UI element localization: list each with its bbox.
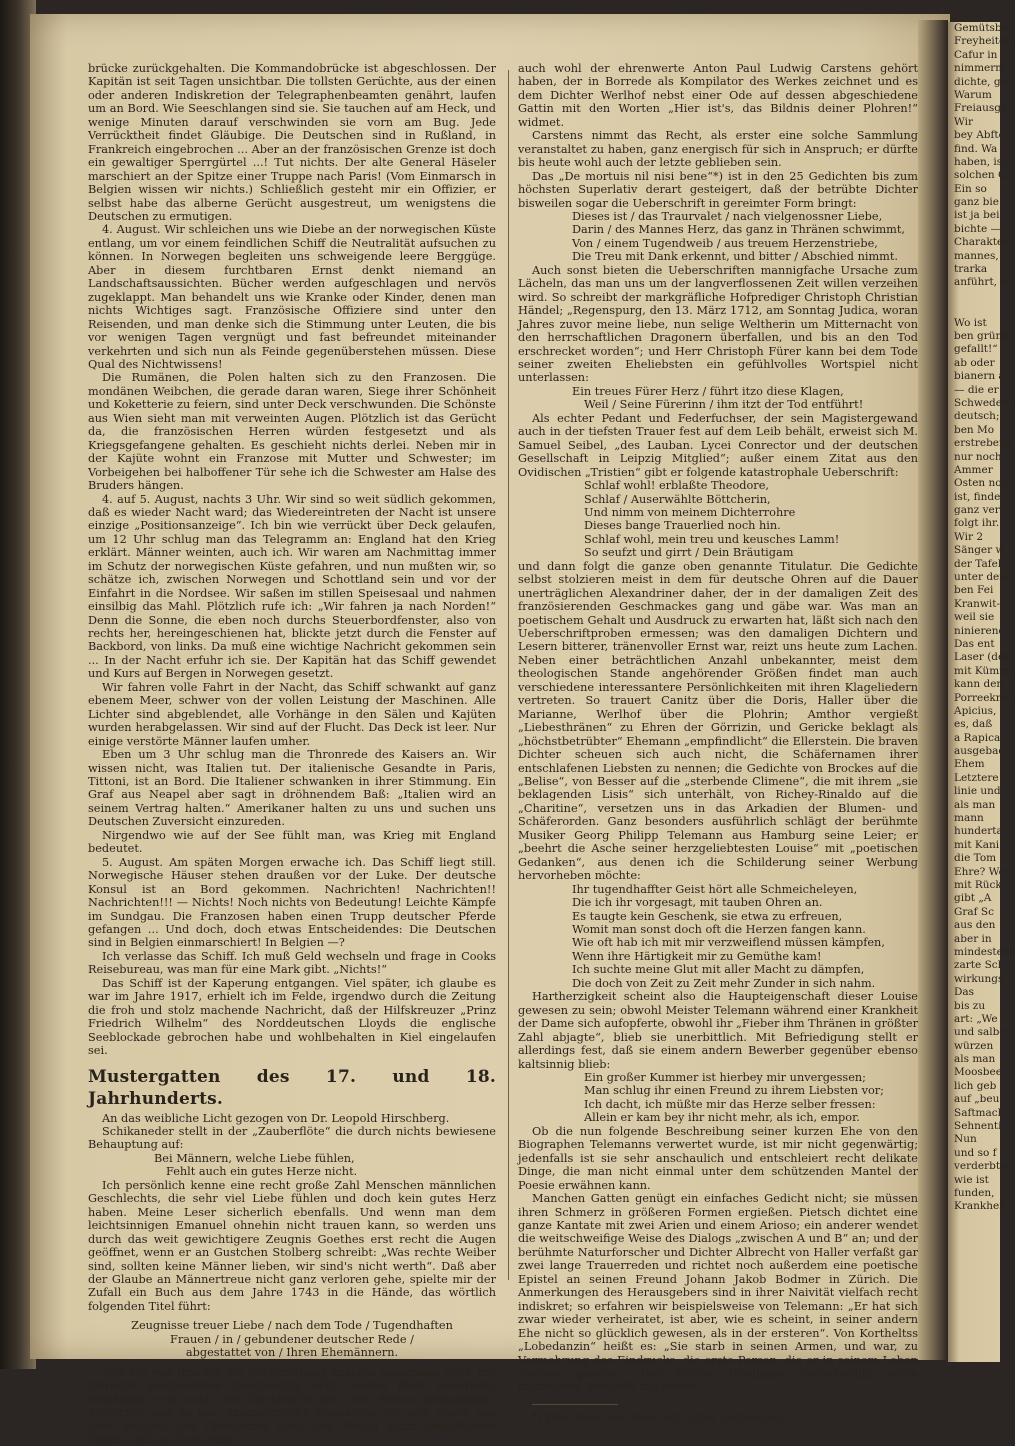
verse-line: Bei Männern, welche Liebe fühlen, bbox=[154, 1151, 355, 1165]
adjacent-page-line: linie und bbox=[954, 785, 1001, 798]
paragraph: Wir fahren volle Fahrt in der Nacht, das Schiff schwankt auf ganz ebenem Meer, schwer von der vollen Leistung der Maschinen. Alle Lichter sind abgeblendet, alle Vorhänge in den Sälen und Kajüten wurden herabgelassen. Wir sind auf der Flucht. Das Deck ist leer. Nur einige verstörte Männer laufen umher. bbox=[88, 680, 496, 748]
adjacent-page-line: Moosbee bbox=[954, 1066, 1002, 1079]
adjacent-page-line: Das bbox=[954, 986, 975, 999]
verse-line: Ich dacht, ich müßte mir das Herze selber fressen: bbox=[584, 1097, 876, 1111]
adjacent-page-line: Letztere bbox=[954, 771, 999, 784]
adjacent-page-line: trarka bbox=[954, 263, 988, 276]
paragraph: Manchen Gatten genügt ein einfaches Gedicht nicht; sie müssen ihren Schmerz in größeren Formen ergießen. Pietsch dichtet eine ganze Kantate mit zwei Arien und einem Arioso; ein anderer wendet die weitschweifige Weise des Dialogs „zwischen A und B“ an; und der berühmte Naturforscher und Dichter Albrecht von Haller verfaßt gar zwei lange Trauerreden und richtet noch außerdem eine poetische Epistel an seinen Freund Johann Jakob Bodmer in Zürich. Die Anmerkungen des Herausgebers sind in ihrer Naivität vielfach recht indiskret; so erfahren wir beispielsweise von Telemann: „Er hat sich zwar wieder verheiratet, ist aber, wie es scheint, in seiner andern Ehe nicht so glücklich gewesen, als in der ersteren“. Von Kortheltss „Lobedanzin“ heißt es: „Sie starb in seinen Armen, und war, zu Vermehrung des Eindrucks, die erste Person, die er in seinem Leben sterben gesehn.“ Der Rektor Heidmann entschuldigt seine metrischen Verstöße mit seiner bbox=[518, 1192, 918, 1394]
adjacent-page-line: nur noch bbox=[954, 450, 1002, 463]
paragraph: Das „De mortuis nil nisi bene“*) ist in den 25 Gedichten bis zum höchsten Superlativ derart gesteigert, daß der betrübte Dichter bisweilen sogar die Ueberschrift in gereimter Form bringt: bbox=[518, 169, 918, 210]
adjacent-page-line: auf „beu bbox=[954, 1093, 1000, 1106]
article-heading: Mustergatten des 17. und 18. Jahrhunderts. bbox=[88, 1066, 496, 1109]
adjacent-page-line: Nun bbox=[954, 1133, 977, 1146]
adjacent-page-line: Cafur in bbox=[954, 48, 998, 61]
verse-line: Darin / des Mannes Herz, das ganz in Thränen schwimmt, bbox=[572, 223, 906, 237]
adjacent-page-line: art: „We bbox=[954, 1012, 998, 1025]
book-title-line: Frauen / in / gebundener deutscher Rede / bbox=[170, 1332, 414, 1346]
adjacent-page-line: Charakter bbox=[954, 236, 1009, 249]
adjacent-page-line: ab oder bbox=[954, 356, 995, 369]
article-byline: An das weibliche Licht gezogen von Dr. Leopold Hirschberg. bbox=[102, 1111, 450, 1125]
adjacent-page-line: bianern a bbox=[954, 370, 1005, 383]
adjacent-page-line: und salbe bbox=[954, 1026, 1006, 1039]
adjacent-page-line: Ehre? We bbox=[954, 865, 1005, 878]
paragraph: Die Rumänen, die Polen halten sich zu den Franzosen. Die mondänen Weibchen, die gerade daran waren, Siege ihrer Schönheit und Koketterie zu feiern, sind unter Deck verschwunden. Die Schönste aus Wien sieht man mit verweinten Augen. Plötzlich ist das Gerücht da, die französischen Herren würden festgesetzt und als Kriegsgefangene gehalten. Es geschieht nichts derlei. Neben mir in der Kajüte wohnt ein Franzose mit Mutter und Schwester; im Vorbeigehen bei halboffener Tür sehe ich die Schwester am Halse des Bruders hängen. bbox=[88, 371, 496, 493]
adjacent-page-line: Sehnenti bbox=[954, 1120, 1002, 1133]
verse-line: Und nimm von meinem Dichterrohre bbox=[584, 505, 796, 519]
adjacent-page-line: mannes, bbox=[954, 249, 999, 262]
adjacent-page-line: ist, findet bbox=[954, 490, 1005, 503]
paragraph: auch wohl der ehrenwerte Anton Paul Ludwig Carstens gehört haben, der in Borrede als Kompilator des Werkes zeichnet und es dem Dichter Werlhof nebst einer Ode auf dessen abgeschiedene Gattin mit den Worten „Hier ist's, das Bildnis deiner Plohren!“ widmet. bbox=[518, 62, 918, 129]
adjacent-page-line: deutsch; bbox=[954, 410, 1000, 423]
adjacent-page-line: Warum bbox=[954, 88, 992, 101]
adjacent-page-line: a Rapica bbox=[954, 731, 1001, 744]
page-gutter bbox=[918, 20, 948, 1360]
paragraph: Ich persönlich kenne eine recht große Zahl Menschen männlichen Geschlechts, die sehr viel Liebe fühlen und doch kein gutes Herz haben. Meine Leser sicherlich ebenfalls. Und wenn man dem leichtsinnigen Emanuel ohnehin nicht trauen kann, so werden uns durch das weit gewichtigere Zeugnis Goethes erst recht die Augen geöffnet, wenn er an Gustchen Stolberg schreibt: „Was rechte Weiber sind, sollten keine Männer lieben, wir sind's nicht werth“. Daß aber der Glaube an Männertreue nicht ganz verloren gehe, spielte mir der Zufall ein Buch aus dem Jahre 1743 in die Hände, das wörtlich folgenden Titel führt: bbox=[88, 1178, 496, 1313]
adjacent-page-line: kann den bbox=[954, 678, 1004, 691]
article-mustergatten bbox=[88, 1066, 496, 1446]
paragraph: brücke zurückgehalten. Die Kommandobrücke ist abgeschlossen. Der Kapitän ist seit Tagen unsichtbar. Die tollsten Gerüchte, aus der einen oder anderen Indiskretion der Telegraphenbeamten genährt, laufen um an Bord. Wie Seeschlangen sind sie. Sie tauchen auf am Heck, und wenige Minuten darauf verschwinden sie vorn am Bug. Jede Verrücktheit findet Gläubige. Die Deutschen sind in Rußland, in Frankreich eingebrochen ... Aber an der französischen Grenze ist doch ein gewaltiger Sperrgürtel ...! Tut nichts. Der alte General Häseler marschiert an der Spitze einer Truppe nach Paris! (Vom Einmarsch in Belgien wissen wir nichts.) Schließlich gesteht mir ein Offizier, er selbst habe das alberne Gerücht ausgestreut, um wenigstens die Deutschen zu ermutigen. bbox=[88, 62, 496, 223]
verse-line: Die doch von Zeit zu Zeit mehr Zunder in sich nahm. bbox=[572, 976, 876, 990]
adjacent-page-line: haben, ist bbox=[954, 155, 1007, 168]
verse-line: Die Treu mit Dank erkennt, und bitter / Abschied nimmt. bbox=[572, 250, 899, 264]
adjacent-page-line: zarte Sch bbox=[954, 959, 1005, 972]
adjacent-page-line: Osten noc bbox=[954, 477, 1008, 490]
adjacent-page-line: Porreekne bbox=[954, 691, 1009, 704]
adjacent-page-line: wie ist bbox=[954, 1173, 989, 1186]
adjacent-page-line: bey Abfte bbox=[954, 129, 1005, 142]
adjacent-page-line: anführt, d bbox=[954, 276, 1008, 289]
book-title-line: Zeugnisse treuer Liebe / nach dem Tode / Tugendhaften bbox=[131, 1319, 453, 1333]
paragraph: Auch sonst bieten die Ueberschriften mannigfache Ursache zum Lächeln, das man uns um der langverflossenen Zeit willen verzeihen wird. So schreibt der markgräfliche Hofprediger Christoph Christian Händel; „Regenspurg, den 13. März 1712, am Sonntag Judica, woran Jahres zuvor meine liebe, nun selige Weltherin um Mitternacht von den herrschaftlichen Dragonern überfallen, und bis an den Tod erschrecket worden“; und Herr Christoph Fürer kann bei dem Tode seiner zweiten Eheliebsten ein gefühlvolles Wortspiel nicht unterlassen: bbox=[518, 263, 918, 385]
adjacent-page-line: Ein so bbox=[954, 182, 987, 195]
adjacent-page-line: — die er bbox=[954, 383, 999, 396]
adjacent-page-line: als man bbox=[954, 798, 996, 811]
adjacent-page-line: solchen G bbox=[954, 169, 1007, 182]
paragraph: Ich verlasse das Schiff. Ich muß Geld wechseln und frage in Cooks Reisebureau, was man für eine Mark gibt. „Nichts!“ bbox=[88, 949, 496, 977]
adjacent-page-line: Apicius, bbox=[954, 704, 997, 717]
verse-line: Schlaf wohl, mein treu und keusches Lamm! bbox=[584, 532, 840, 546]
adjacent-page-line: folgt ihr. bbox=[954, 517, 1000, 530]
adjacent-page-line: hunderta bbox=[954, 825, 1003, 838]
adjacent-page-line: dichte, gö bbox=[954, 75, 1007, 88]
column-rule bbox=[508, 70, 509, 1280]
adjacent-page-line: weil sie bbox=[954, 611, 995, 624]
adjacent-page-line bbox=[948, 290, 1000, 303]
adjacent-page-line: Graf Sc bbox=[954, 905, 994, 918]
paragraph: und dann folgt die ganze oben genannte Titulatur. Die Gedichte selbst stolzieren meist in dem für deutsche Ohren auf die Dauer unerträglichen Alexandriner daher, der in der damaligen Zeit des französierenden Geschmackes gang und gäbe war. Was man an poetischem Gehalt und Ausdruck zu erwarten hat, läßt sich nach den Ueberschriftproben ermessen; was den damaligen Dichtern und Lesern bitterer, tränenvoller Ernst war, reizt uns heute zum Lachen. Neben einer beträchtlichen Anzahl unbekannter, meist dem theologischen Stande angehörender Größen findet man auch verschiedene interessantere Persönlichkeiten mit ihren Klageliedern vertreten. So trauert Canitz über die Doris, Haller über die Marianne, Werlhof über die Plohrin; Amthor vergießt „Liebesthränen“ zu Ehren der Görrizin, und Gericke beklagt als „höchstbetrübter“ Ehemann „empfindlicht“ die Ellerstein. Die braven Dichter scheuen sich auch nicht, die Schäfernamen ihrer entschlafenen Liebsten zu nennen; die Gedichte von Brockes auf die „Belise“, von Besser auf die „sterbende Climene“, die mit ihrem „sie beklagenden Lisis“ sich unterhält, von Richey-Rinaldo auf die „Charitine“, versetzen uns in das Arkadien der Blumen- und Schäferorden. Ganz besonders ausführlich schlägt der berühmte Musiker Georg Philipp Telemann aus Hamburg seine Leier; er „beehrt die Asche seiner herzgeliebtesten Louise“ mit „poetischen Gedanken“, aus denen ich die Schilderung seiner Werbung hervorheben möchte: bbox=[518, 559, 918, 883]
verse-line: Ich suchte meine Glut mit aller Macht zu dämpfen, bbox=[572, 963, 865, 977]
verse-line: Ihr tugendhaffter Geist hört alle Schmeicheleyen, bbox=[572, 882, 858, 896]
adjacent-page-line: ben Mo bbox=[954, 423, 995, 436]
adjacent-page-line: ganz bie bbox=[954, 196, 999, 209]
adjacent-page-line: Sänger w bbox=[954, 544, 1005, 557]
verse-line: Ein treues Fürer Herz / führt itzo diese Klagen, bbox=[572, 384, 844, 398]
adjacent-page-line: Schweden bbox=[954, 396, 1009, 409]
verse-line: Allein er kam bey ihr nicht mehr, als ich, empor. bbox=[584, 1111, 860, 1125]
right-column bbox=[518, 62, 919, 1424]
adjacent-page-line: würzen bbox=[954, 1039, 994, 1052]
adjacent-page-line: wirkungs bbox=[954, 972, 1004, 985]
adjacent-page-line: und so f bbox=[954, 1146, 997, 1159]
adjacent-page-line: Wir bbox=[954, 115, 973, 128]
verse-line: Es taugte kein Geschenk, sie etwa zu erfreuen, bbox=[572, 909, 843, 923]
verse-line: So seufzt und girrt / Dein Bräutigam bbox=[584, 546, 794, 560]
footnote-rule bbox=[532, 1404, 618, 1405]
adjacent-page-line: funden, bbox=[954, 1186, 995, 1199]
adjacent-page-line: bichte — bbox=[954, 222, 1001, 235]
adjacent-page-line: es, daß bbox=[954, 718, 993, 731]
verse-line: Man schlug ihr einen Freund zu ihrem Liebsten vor; bbox=[584, 1084, 884, 1098]
paragraph: 4. auf 5. August, nachts 3 Uhr. Wir sind so weit südlich gekommen, daß es wieder Nacht ward; das Wiedereintreten der Nacht ist unsere einzige „Positionsanzeige“. Ich bin wie verrückt über Deck gelaufen, um 12 Uhr schlug man das Telegramm an: England hat den Krieg erklärt. Männer weinten, auch ich. Wir waren am Nachmittag immer im Schutz der norwegischen Küste gefahren, und nun mußten wir, so schätze ich, zwischen Norwegen und Schottland sein und vor der Einfahrt in die Nordsee. Wir saßen im stillen Speisesaal und nahmen einsilbig das Mahl. Plötzlich rufe ich: „Wir fahren ja nach Norden!“ Denn die Sonne, die eben noch durchs Steuerbordfenster, also von rechts her, hereingeschienen hat, blickte jetzt durch die Fenster auf Backbord, von links. Da muß eine wichtige Nachricht gekommen sein ... In der Nacht erfuhr ich sie. Der Kapitän hat das Schiff gewendet und Kurs auf Bergen in Norwegen gesetzt. bbox=[88, 492, 496, 681]
paragraph: Nirgendwo wie auf der See fühlt man, was Krieg mit England bedeutet. bbox=[88, 828, 496, 856]
verse-line: Von / einem Tugendweib / aus treuem Herzenstriebe, bbox=[572, 236, 878, 250]
verse-line: Dieses ist / das Traurvalet / nach vielgenossner Liebe, bbox=[572, 209, 883, 223]
paragraph: Schikaneder stellt in der „Zauberflöte“ die durch nichts bewiesene Behauptung auf: bbox=[88, 1124, 496, 1152]
adjacent-page-line: ben grüne bbox=[954, 329, 1009, 342]
verse-line: Dieses bange Trauerlied noch hin. bbox=[584, 519, 781, 533]
adjacent-page-line: mit Rück bbox=[954, 879, 1002, 891]
adjacent-page-line: mit Kani bbox=[954, 838, 1000, 851]
paragraph: Das Schiff ist der Kaperung entgangen. Viel später, ich glaube es war im Jahre 1917, erhielt ich im Felde, irgendwo durch die Zeitung die froh und stolz machende Nachricht, daß der Hilfskreuzer „Prinz Friedrich Wilhelm“ des Norddeutschen Lloyds die englische Seeblockade gebrochen habe und wohlbehalten in Kiel eingelaufen sei. bbox=[88, 976, 496, 1058]
paragraph: Ob die nun folgende Beschreibung seiner kurzen Ehe von den Biographen Telemanns verwertet wurde, ist mir nicht gegenwärtig; jedenfalls ist sie sehr anschaulich und entschleiert recht delikate Dinge, die man nicht einmal unter dem schützenden Mantel der Poesie erwähnen kann. bbox=[518, 1124, 918, 1192]
adjacent-page-line: mindestens bbox=[954, 945, 1015, 958]
adjacent-page-line: Ehem bbox=[954, 758, 985, 771]
verse-line: Schlaf wohl! erblaßte Theodore, bbox=[584, 479, 769, 493]
adjacent-page-line: gibt „A bbox=[954, 892, 992, 905]
paragraph: Eben um 3 Uhr schlug man die Thronrede des Kaisers an. Wir wissen nicht, was Italien tut. Der italienische Gesandte in Paris, Tittoni, ist an Bord. Die Italiener schwanken in ihrer Stimmung. Ein Graf aus Neapel aber sagt in dröhnendem Baß: „Italien wird an seinem Vertrag halten.“ Amerikaner halten zu uns und suchen uns Deutschen Zuversicht einzureden. bbox=[88, 748, 496, 829]
book-title-line: abgestattet von / Ihren Ehemännern. bbox=[185, 1346, 399, 1360]
verse-line: Ein großer Kummer ist hierbey mir unvergessen; bbox=[584, 1070, 866, 1084]
adjacent-page-line bbox=[948, 303, 1000, 316]
adjacent-page-line: aber in bbox=[954, 932, 992, 945]
adjacent-page-line: Freiausge bbox=[954, 102, 1008, 115]
verse-line: Wenn ihre Härtigkeit mir zu Gemüthe kam! bbox=[572, 949, 822, 963]
adjacent-page-line: ist ja bei bbox=[954, 209, 1000, 222]
paragraph: 4. August. Wir schleichen uns wie Diebe an der norwegischen Küste entlang, um vor einem feindlichen Schiff die Neutralität aufsuchen zu können. In Norwegen begleiten uns schweigende leere Berggüge. Aber in diesem furchtbaren Ernst denkt niemand an Landschaftsaussichten. Bücher werden aufgeschlagen und nervös zugeklappt. Man behandelt uns wie Kranke oder Kinder, denen man nichts Wichtiges sagt. Französische Offiziere sind unter den Reisenden, und man denke sich die Stimmung unter Leuten, die bis vor wenigen Tagen vergnügt und fast befreundet miteinander verkehrten und sich nun als Feinde gegenüberstehen müssen. Diese Qual des Nichtwissens! bbox=[88, 223, 496, 371]
adjacent-page-line: aus den bbox=[954, 919, 996, 932]
paragraph: Was ich von ihm für die Ehrenrettung unseres manchmal doch mit Unrecht geschmähten Geschlechts beim ersten Blick erwartete, bestätigte sich nach der Durchsicht der 300 Seiten vollkommen. Sicherlich gab es also exemplarische Ehegatten, die sich durch das böse Beispiel der Obergötter Zeus und Wotan nicht beeinflussen ließen, und zu ihnen mag bbox=[88, 1365, 496, 1446]
adjacent-page-line: Freyheiter bbox=[954, 35, 1011, 48]
adjacent-page-line: ben Fei bbox=[954, 584, 994, 597]
adjacent-page-line: unter den bbox=[954, 571, 1007, 584]
adjacent-page-line: Krankheit bbox=[954, 1200, 1007, 1213]
paragraph: Carstens nimmt das Recht, als erster eine solche Sammlung veranstaltet zu haben, ganz energisch für sich in Anspruch; er dürfte bis heute wohl auch der letzte geblieben sein. bbox=[518, 129, 918, 170]
verse-line: Fehlt auch ein gutes Herze nicht. bbox=[166, 1165, 358, 1179]
adjacent-page-line: Ammer bbox=[954, 463, 993, 476]
adjacent-page-line: Saftmach bbox=[954, 1106, 1005, 1119]
adjacent-page-line: die Tom bbox=[954, 852, 997, 865]
adjacent-page-line: bis zu bbox=[954, 999, 986, 1012]
verse-line: Schlaf / Auserwählte Böttcherin, bbox=[584, 492, 771, 506]
adjacent-page-line: mit Kümm bbox=[954, 664, 1010, 677]
adjacent-page-line: verderbte bbox=[954, 1160, 1007, 1173]
verse-line: Wie oft hab ich mit mir verzweiflend müssen kämpfen, bbox=[572, 936, 885, 950]
footnote: *) Den Toten soll man nur Gutes nachsagen. bbox=[532, 1410, 785, 1424]
adjacent-page-line: erstrebens bbox=[954, 437, 1012, 450]
adjacent-page-line: Laser (den bbox=[954, 651, 1011, 664]
left-column bbox=[88, 62, 496, 1446]
adjacent-page-line: ausgebac bbox=[954, 745, 1005, 758]
adjacent-page-line: lich geb bbox=[954, 1079, 997, 1092]
adjacent-page-line: der Tafel bbox=[954, 557, 1002, 570]
adjacent-page-line: als man bbox=[954, 1053, 996, 1066]
adjacent-page-line: ninierend bbox=[954, 624, 1006, 637]
paragraph: Hartherzigkeit scheint also die Haupteigenschaft dieser Louise gewesen zu sein; obwohl Meister Telemann während einer Krankheit der Dame sich aufopferte, obwohl ihr „Fieber ihm Thränen in größter Zahl abjagte“, blieb sie unerbittlich. Mit Befriedigung stellt er allerdings fest, daß sie einem andern Bewerber gegenüber ebenso kaltsinnig blieb: bbox=[518, 990, 919, 1071]
article-continuation bbox=[88, 62, 496, 1058]
adjacent-page-line: find. Wa bbox=[954, 142, 998, 155]
adjacent-page-line: Gemütsbe bbox=[954, 22, 1008, 34]
paragraph: Als echter Pedant und Federfuchser, der sein Magistergewand auch in der tiefsten Trauer fest auf dem Leib behält, erweist sich M. Samuel Seibel, „des Lauban. Lycei Conrector und der deutschen Gesellschaft in Leipzig Mitglied“; außer einem Zitat aus den Ovidischen „Tristien“ gibt er folgende katastrophale Ueberschrift: bbox=[518, 411, 918, 479]
adjacent-page-line: Wo ist bbox=[954, 316, 987, 329]
adjacent-page-line: Wir 2 bbox=[954, 530, 984, 543]
adjacent-page-line: gefallt!“ bbox=[954, 343, 998, 356]
verse-line: Die ich ihr vorgesagt, mit tauben Ohren an. bbox=[572, 896, 823, 910]
adjacent-page-line: Kranwit- bbox=[954, 597, 1000, 610]
adjacent-page-line: mann bbox=[954, 812, 984, 825]
adjacent-page-edge bbox=[948, 22, 1015, 1362]
adjacent-page-line: Das ent bbox=[954, 637, 995, 650]
verse-line: Weil / Seine Fürerinn / ihm itzt der Tod entführt! bbox=[584, 398, 864, 412]
adjacent-page-line: nimmerm bbox=[954, 62, 1006, 75]
paragraph: 5. August. Am späten Morgen erwache ich. Das Schiff liegt still. Norwegische Häuser stehen draußen vor der Luke. Der deutsche Konsul ist an Bord gekommen. Nachrichten! Nachrichten!! Nachrichten!!! — Nichts! Noch nichts von Bedeutung! Leichte Kämpfe im Sundgau. Die Franzosen haben einen Trupp deutscher Pferde gefangen ... Und doch, doch etwas Entscheidendes: Die Deutschen sind in Belgien einmarschiert! In Belgien —? bbox=[88, 855, 496, 950]
adjacent-page-line: ganz ver bbox=[954, 504, 1000, 517]
verse-line: Womit man sonst doch oft die Herzen fangen kann. bbox=[572, 923, 866, 936]
